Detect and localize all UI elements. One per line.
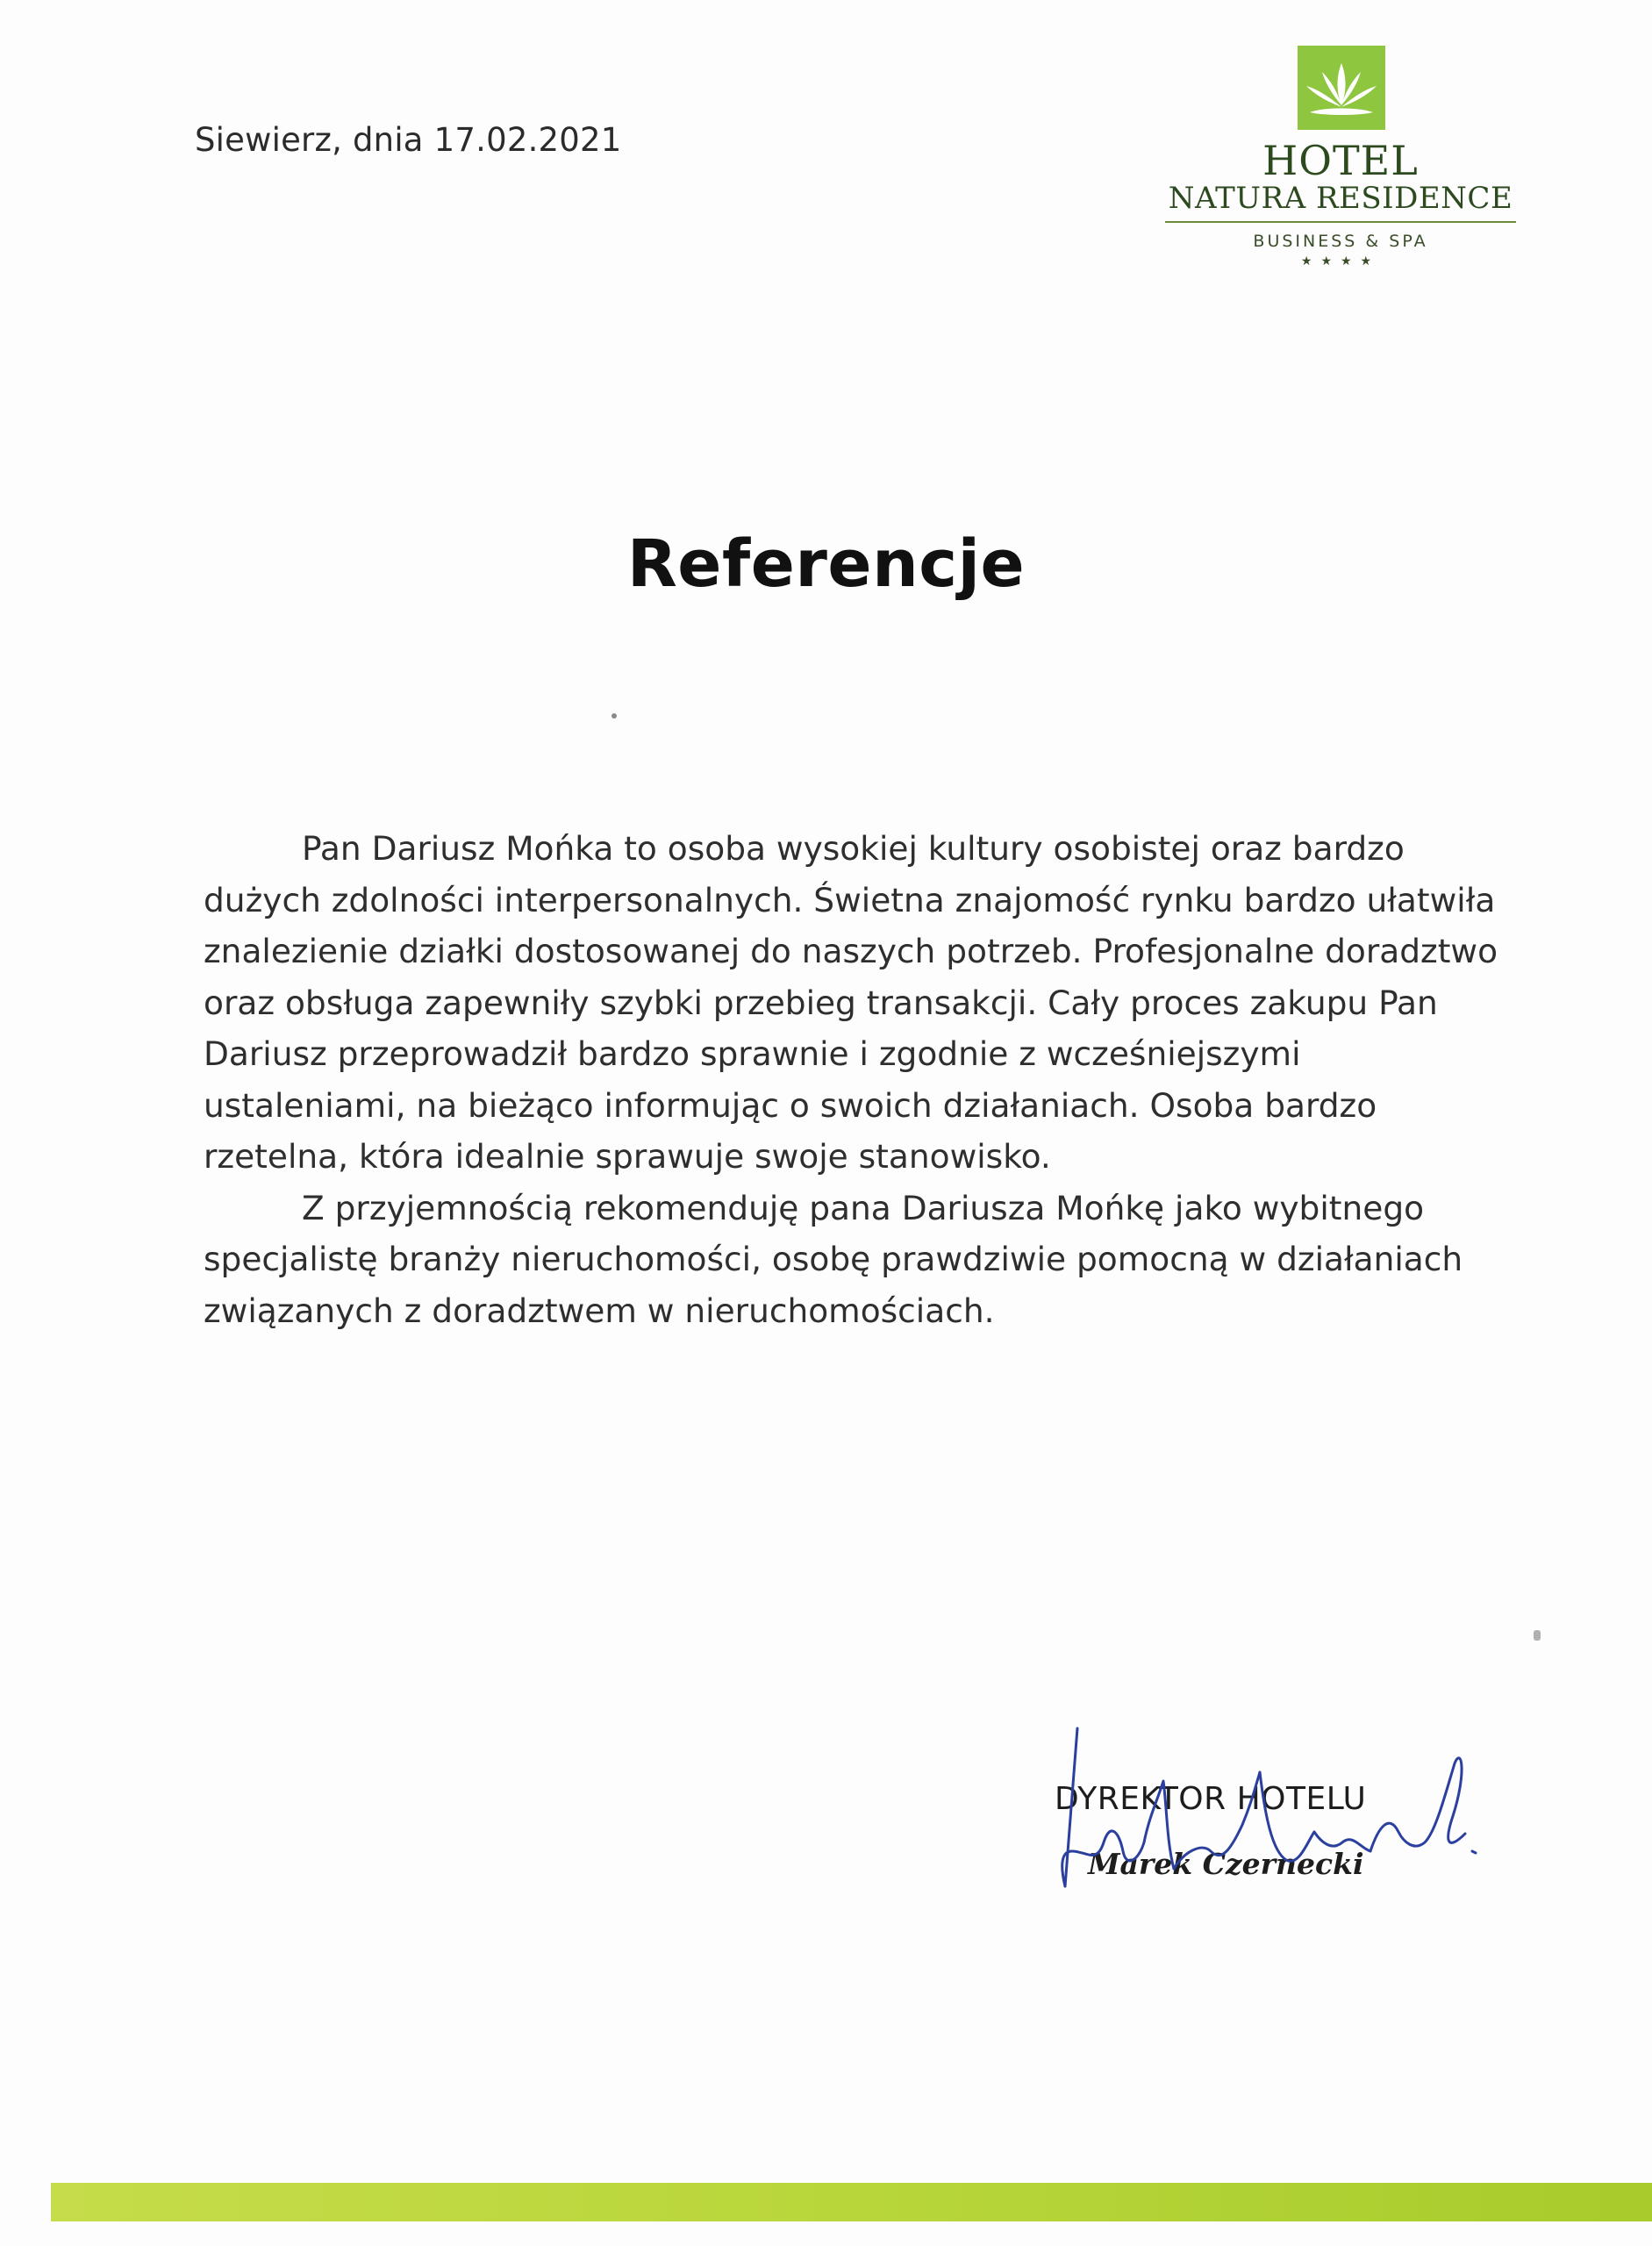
footer-accent-bar — [51, 2183, 1652, 2221]
handwritten-signature — [1035, 1720, 1491, 1930]
signatory-title: DYREKTOR HOTELU — [1055, 1781, 1367, 1817]
logo-divider — [1165, 221, 1516, 223]
logo-hotel-text: HOTEL — [1262, 137, 1419, 184]
hotel-logo — [1156, 46, 1525, 326]
signature-block — [1035, 1720, 1491, 1930]
logo-subtitle: BUSINESS & SPA — [1253, 232, 1428, 251]
logo-stars: ★★★★ — [1300, 254, 1381, 268]
letter-body — [204, 823, 1502, 1336]
leaf-emblem-icon — [1298, 46, 1385, 130]
scan-speck — [611, 713, 617, 719]
scan-speck — [1534, 1630, 1541, 1641]
paragraph-1: Pan Dariusz Mońka to osoba wysokiej kultury osobistej oraz bardzo dużych zdolności interpersonalnych. Świetna znajomość rynku bardzo ułatwiła znalezienie działki dostosowanej do naszych potrzeb. Profesjonalne doradztwo oraz obsługa zapewniły szybki przebieg transakcji. Cały proces zakupu Pan Dariusz przeprowadził bardzo sprawnie i zgodnie z wcześniejszymi ustaleniami, na bieżąco informując o swoich działaniach. Osoba bardzo rzetelna, która idealnie sprawuje swoje stanowisko. — [204, 829, 1498, 1176]
logo-name-text: NATURA RESIDENCE — [1168, 181, 1513, 216]
document-title: Referencje — [626, 526, 1026, 602]
place-date: Siewierz, dnia 17.02.2021 — [195, 121, 622, 159]
paragraph-2: Z przyjemnością rekomenduję pana Dariusza Mońkę jako wybitnego specjalistę branży nieruchomości, osobę prawdziwie pomocną w działaniach związanych z doradztwem w nieruchomościach. — [204, 1188, 1463, 1330]
signatory-name: Marek Czernecki — [1088, 1847, 1364, 1881]
